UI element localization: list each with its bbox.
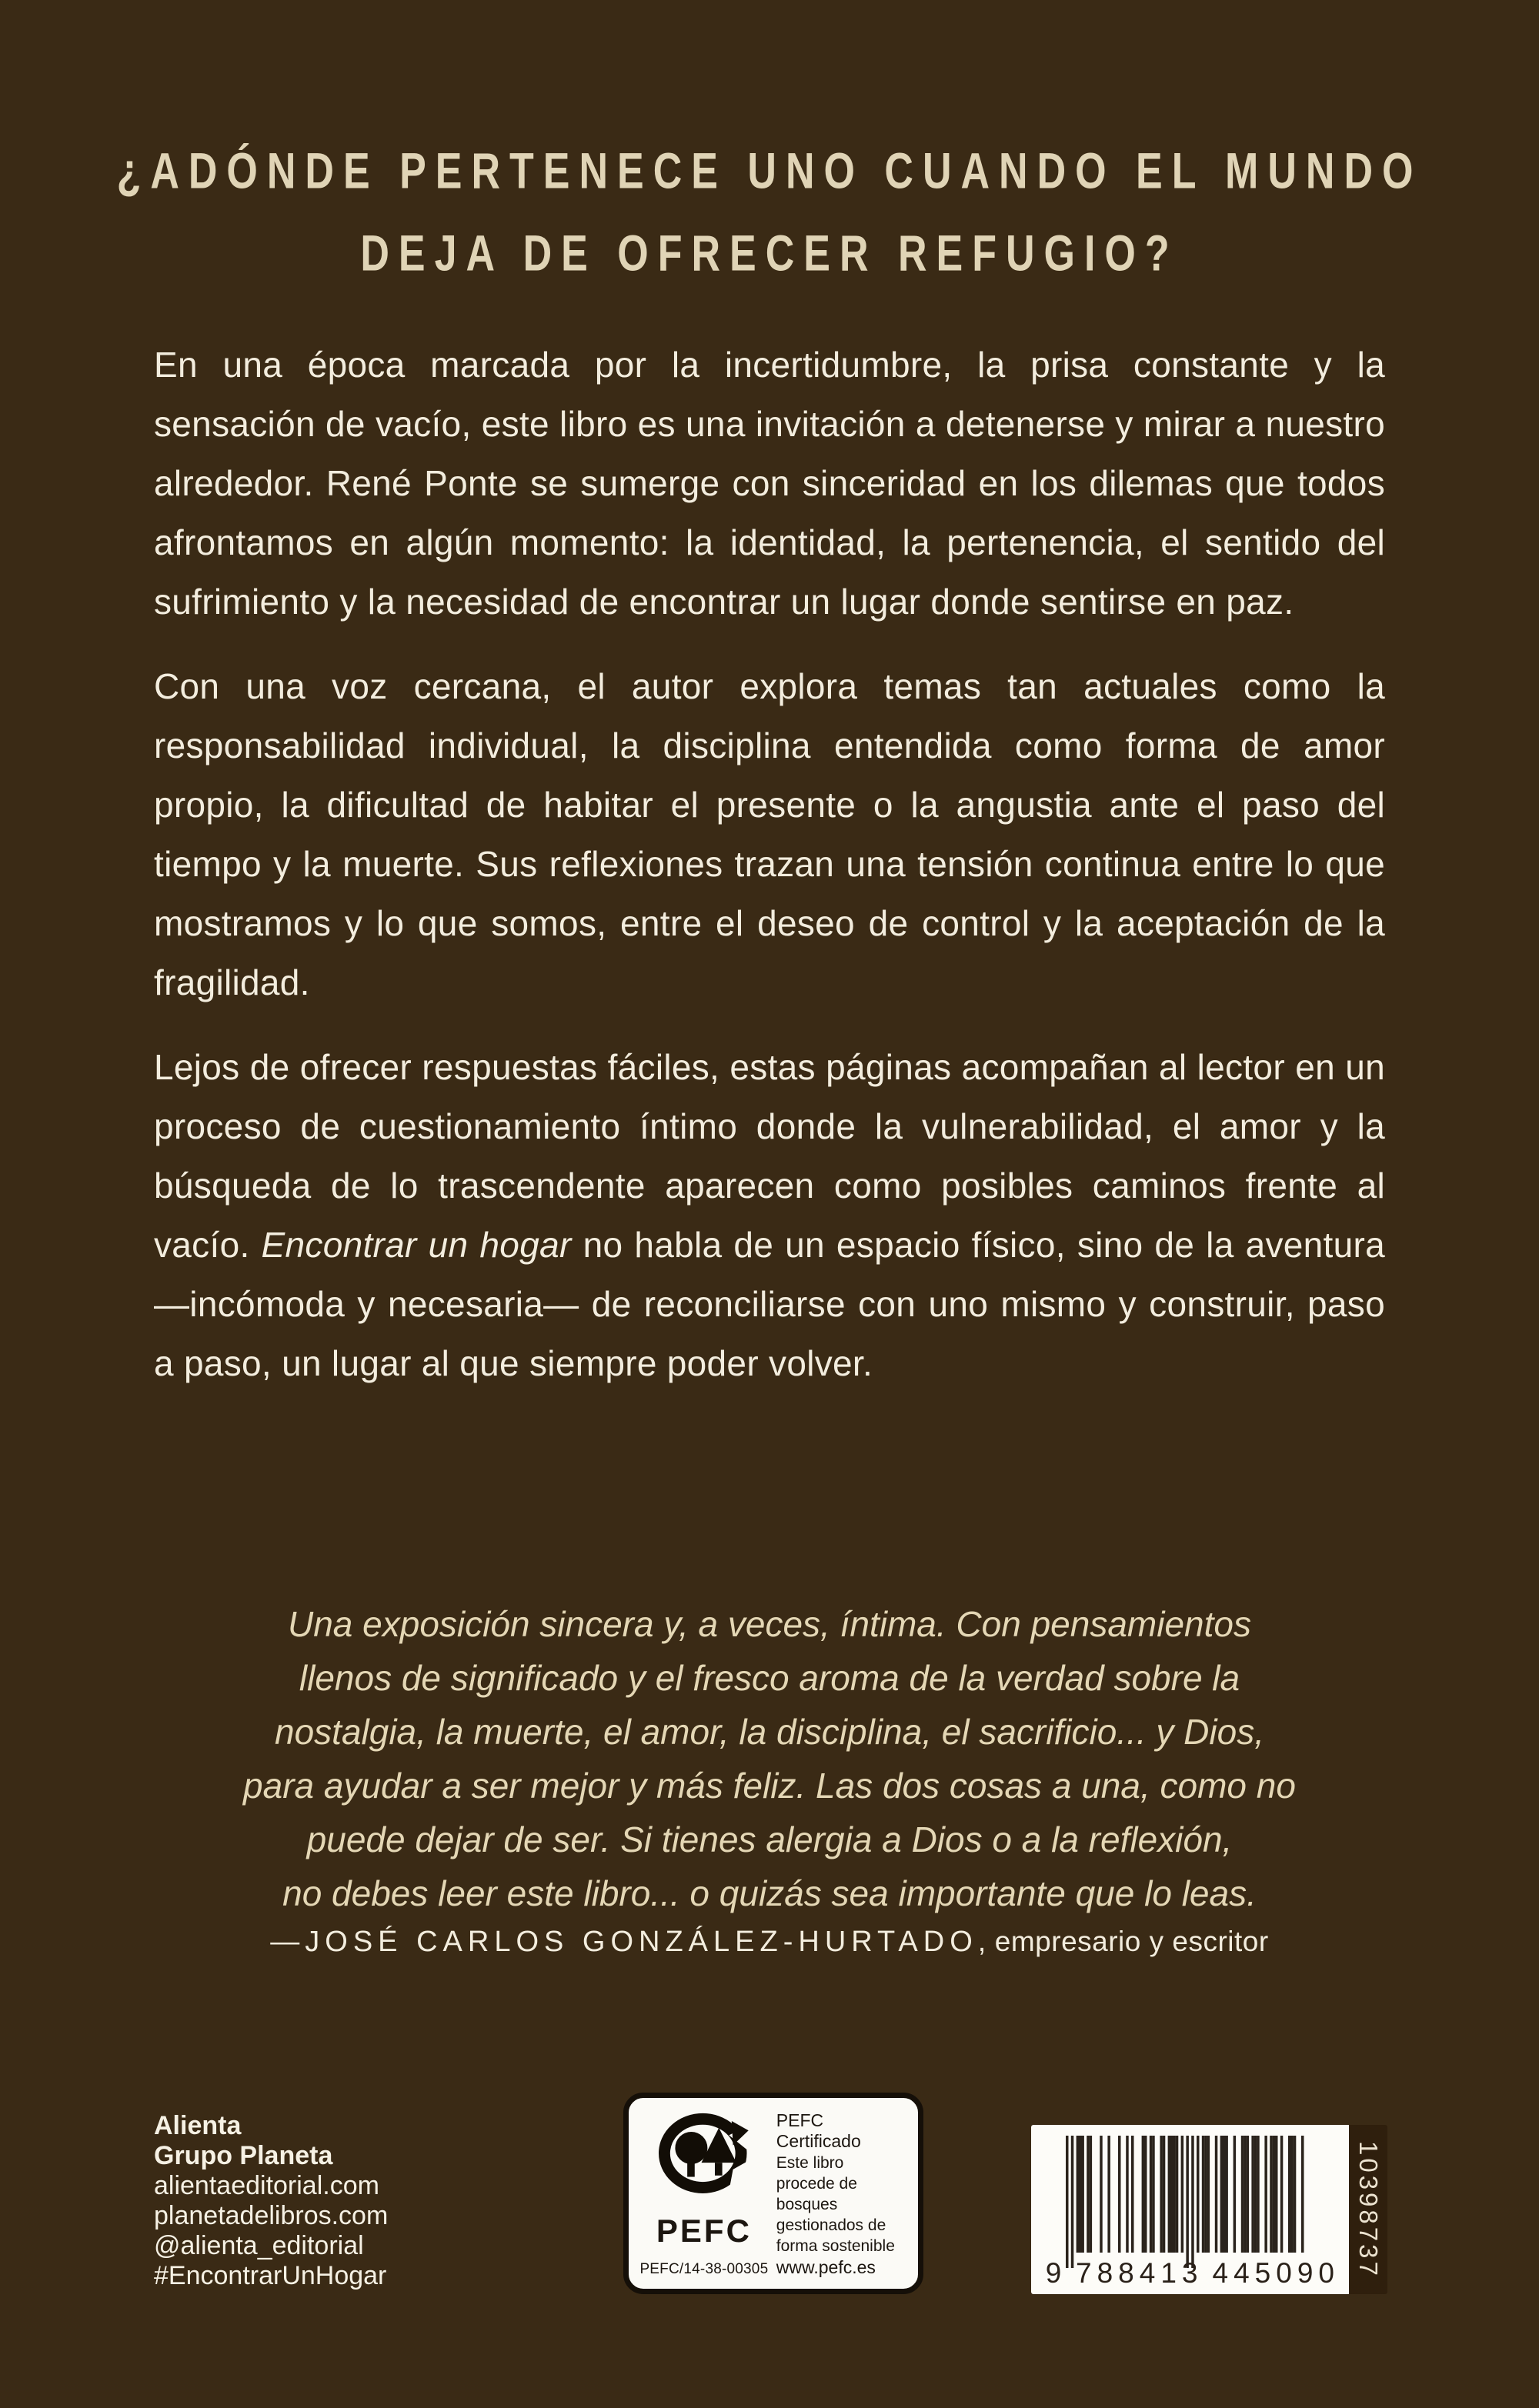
pefc-description: Este libro procede de bosques gestionados de forma sostenible	[776, 2154, 895, 2255]
synopsis-paragraph-1: En una época marcada por la incertidumbre, la prisa constante y la sensación de vacío, este libro es una invitación a detenerse y mirar a nuestro alrededor. René Ponte se sumerge con sinceridad en los dilemas que todos afrontamos en algún momento: la identidad, la pertenencia, el sentido del sufrimiento y la necesidad de encontrar un lugar donde sentirse en paz.	[154, 345, 1385, 622]
pefc-logo-column	[639, 2110, 769, 2278]
publisher-social-handle: @alienta_editorial	[154, 2231, 364, 2260]
publisher-hashtag: #EncontrarUnHogar	[154, 2261, 387, 2290]
pefc-certification-badge	[623, 2093, 923, 2294]
headline-text-2: DEJA DE OFRECER REFUGIO?	[360, 225, 1179, 282]
headline-line-2	[0, 213, 1539, 295]
quote-author-role: empresario y escritor	[994, 1926, 1269, 1957]
headline-line-1	[0, 131, 1539, 213]
synopsis	[154, 335, 1385, 1393]
isbn-left-group: 788413	[1076, 2257, 1203, 2289]
synopsis-paragraph-2: Con una voz cercana, el autor explora temas tan actuales como la responsabilidad individual, la disciplina entendida como forma de amor propio, la dificultad de habitar el presente o la angustia ante el paso del tiempo y la muerte. Sus reflexiones trazan una tensión continua entre lo que mostramos y lo que somos, entre el deseo de control y la aceptación de la fragilidad.	[154, 666, 1385, 1002]
quote-line: llenos de significado y el fresco aroma de la verdad sobre la	[299, 1658, 1240, 1698]
publisher-group: Grupo Planeta	[154, 2141, 333, 2170]
isbn-digits	[1036, 2257, 1344, 2290]
pefc-text-column	[766, 2110, 904, 2278]
publisher-imprint: Alienta	[154, 2111, 242, 2140]
publisher-block	[154, 2111, 388, 2291]
isbn-right-group: 445090	[1212, 2257, 1340, 2289]
isbn-lead-digit: 9	[1045, 2257, 1062, 2289]
ean-barcode	[1031, 2125, 1349, 2294]
pefc-logo-icon	[653, 2110, 755, 2201]
synopsis-p3-before: Lejos de ofrecer respuestas fáciles, estas páginas acompañan al lector en un proceso de cuestionamiento íntimo donde la vulnerabilidad, el amor y la búsqueda de lo trascendente aparecen como posibles caminos frente al vacío.	[154, 1047, 1385, 1265]
synopsis-p3-after: no habla de un espacio físico, sino de la aventura —incómoda y necesaria— de reconciliarse con uno mismo y construir, paso a paso, un lugar al que siempre poder volver.	[154, 1225, 1385, 1383]
headline-text-1: ¿ADÓNDE PERTENECE UNO CUANDO EL MUNDO	[116, 143, 1423, 200]
quote-attribution	[0, 1923, 1539, 1966]
endorsement-quote	[0, 1597, 1539, 1920]
quote-line: Una exposición sincera y, a veces, íntima. Con pensamientos	[288, 1604, 1251, 1644]
barcode-block	[1031, 2125, 1387, 2294]
publisher-website-2: planetadelibros.com	[154, 2201, 389, 2230]
quote-line: para ayudar a ser mejor y más feliz. Las dos cosas a una, como no	[243, 1766, 1296, 1806]
pefc-title: PEFC Certificado	[776, 2110, 861, 2151]
headline	[0, 131, 1539, 295]
quote-line: nostalgia, la muerte, el amor, la disciplina, el sacrificio... y Dios,	[275, 1712, 1264, 1752]
product-reference-strip: 10398737	[1349, 2125, 1387, 2294]
book-title-italic: Encontrar un hogar	[261, 1225, 572, 1265]
pefc-url: www.pefc.es	[776, 2257, 876, 2277]
pefc-certificate-code: PEFC/14-38-00305	[639, 2261, 769, 2277]
publisher-website-1: alientaeditorial.com	[154, 2171, 379, 2200]
pefc-wordmark: PEFC	[656, 2213, 752, 2249]
synopsis-paragraph-3	[154, 1038, 1385, 1393]
quote-line: no debes leer este libro... o quizás sea importante que lo leas.	[282, 1873, 1257, 1913]
quote-line: puede dejar de ser. Si tienes alergia a Dios o a la reflexión,	[306, 1819, 1233, 1859]
quote-author-name: —JOSÉ CARLOS GONZÁLEZ-HURTADO,	[270, 1926, 992, 1958]
